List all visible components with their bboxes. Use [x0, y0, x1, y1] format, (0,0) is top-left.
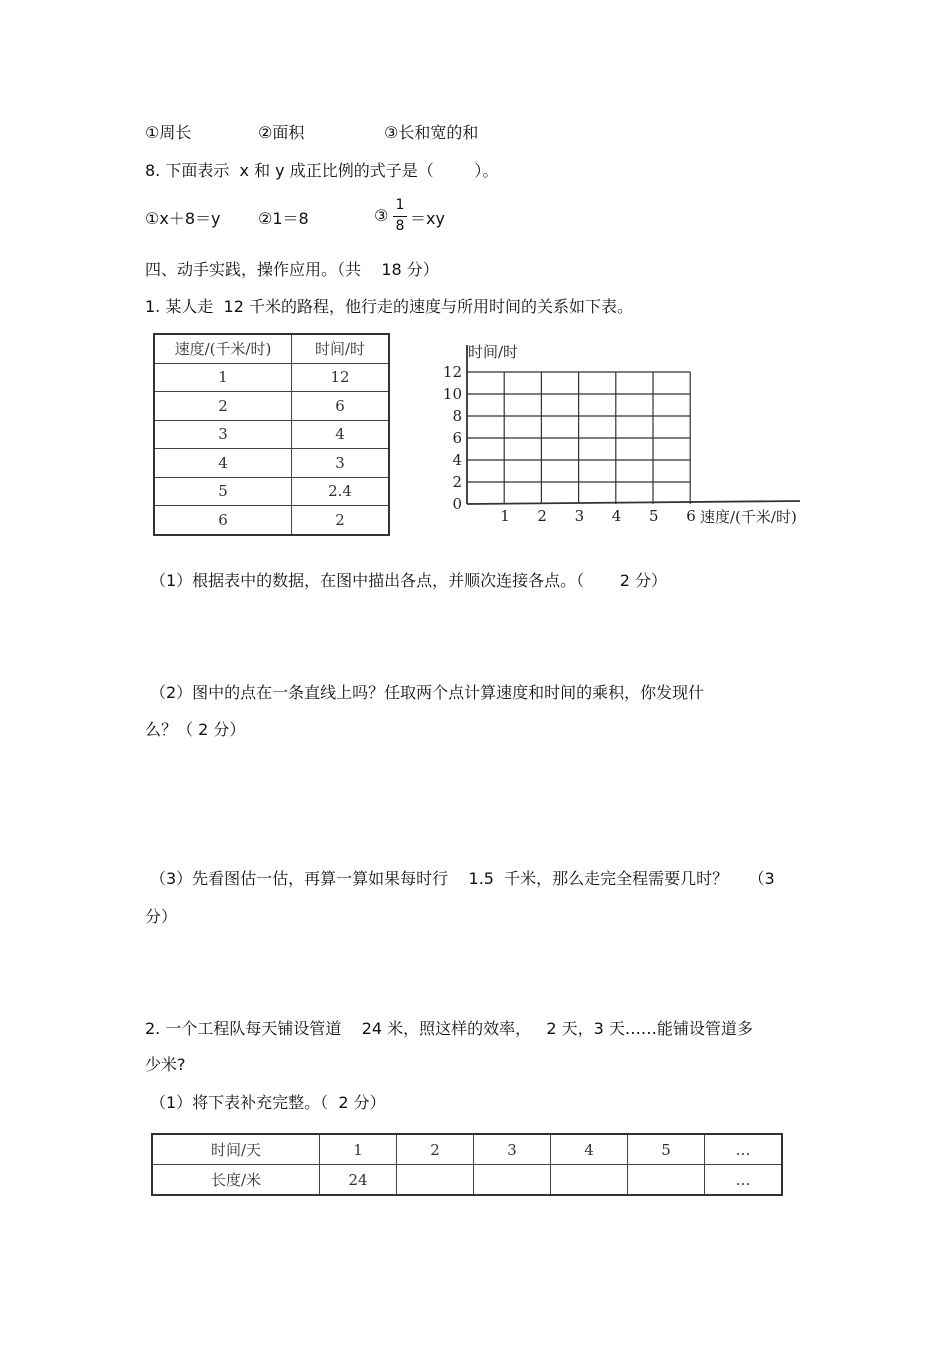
section-4-heading: 四、动手实践，操作应用。（共 18 分）	[145, 260, 439, 279]
q8-option-1: ①x＋8＝y	[145, 209, 221, 228]
table-cell: 6	[154, 506, 292, 535]
table-cell: 2.4	[292, 477, 390, 506]
q7-option-3: ③长和宽的和	[384, 123, 479, 142]
chart-y-axis-label: 时间/时	[468, 343, 519, 361]
problem-1-stem: 1. 某人走 12 千米的路程，他行走的速度与所用时间的关系如下表。	[145, 297, 633, 316]
table-cell: 6	[292, 392, 390, 421]
chart-x-tick-label: 5	[649, 507, 659, 525]
table-row	[154, 363, 389, 392]
chart-y-tick-label: 0	[452, 495, 462, 513]
table-row	[154, 477, 389, 506]
table-cell-blank[interactable]	[397, 1165, 474, 1196]
table-row	[152, 1165, 782, 1196]
q7-option-1: ①周长	[145, 123, 192, 142]
chart-x-tick-label: 2	[537, 507, 547, 525]
table-row	[154, 449, 389, 478]
table-cell: 2	[292, 506, 390, 535]
problem-1-question-3-line-2: 分）	[145, 907, 178, 926]
q8-stem: 8. 下面表示 x 和 y 成正比例的式子是（ ）。	[145, 161, 499, 180]
chart-x-tick-label: 1	[500, 507, 510, 525]
chart-y-tick-label: 4	[452, 451, 462, 469]
table-cell: 3	[292, 449, 390, 478]
table-row-label-length: 长度/米	[152, 1165, 320, 1196]
table-cell: 4	[154, 449, 292, 478]
table-cell: 5	[628, 1134, 705, 1165]
problem-1-question-2-line-1: （2）图中的点在一条直线上吗？任取两个点计算速度和时间的乘积，你发现什	[150, 683, 705, 702]
table-header-speed: 速度/(千米/时)	[154, 334, 292, 363]
table-cell-blank[interactable]	[551, 1165, 628, 1196]
table-cell: 2	[397, 1134, 474, 1165]
q7-option-2: ②面积	[258, 123, 305, 142]
speed-time-table	[153, 333, 390, 536]
chart-y-tick-label: 12	[442, 363, 462, 381]
chart-y-tick-label: 8	[452, 407, 462, 425]
table-cell: 4	[292, 420, 390, 449]
chart-y-tick-label: 6	[452, 429, 462, 447]
table-cell: 2	[154, 392, 292, 421]
table-cell: 1	[154, 363, 292, 392]
table-cell: 12	[292, 363, 390, 392]
chart-x-tick-label: 4	[611, 507, 622, 525]
q8-option-3-suffix: ＝xy	[410, 209, 445, 228]
problem-1-question-1: （1）根据表中的数据，在图中描出各点，并顺次连接各点。（ 2 分）	[150, 571, 668, 590]
q8-fraction-numerator: 1	[395, 197, 405, 213]
table-cell: 5	[154, 477, 292, 506]
problem-1-question-3-line-1: （3）先看图估一估，再算一算如果每时行 1.5 千米，那么走完全程需要几时？ （3	[150, 869, 775, 888]
problem-2-stem-line-1: 2. 一个工程队每天铺设管道 24 米，照这样的效率， 2 天，3 天……能铺设管道多	[145, 1019, 753, 1038]
table-row	[154, 392, 389, 421]
problem-2-stem-line-2: 少米?	[145, 1055, 186, 1074]
chart-x-tick-label: 3	[574, 507, 585, 525]
problem-1-question-2-line-2: 么？（ 2 分）	[145, 720, 246, 739]
table-cell-blank[interactable]	[628, 1165, 705, 1196]
table-row	[152, 1134, 782, 1165]
table-row-label-time: 时间/天	[152, 1134, 320, 1165]
chart-x-tick-label: 6	[686, 507, 696, 525]
table-header-time: 时间/时	[292, 334, 390, 363]
table-row	[154, 420, 389, 449]
q8-option-3-prefix: ③	[374, 206, 389, 225]
table-cell: 4	[551, 1134, 628, 1165]
table-cell: …	[705, 1165, 783, 1196]
fraction-bar	[393, 216, 407, 217]
table-cell: 24	[320, 1165, 397, 1196]
table-cell: 3	[154, 420, 292, 449]
chart-x-axis-label: 速度/(千米/时)	[700, 508, 797, 526]
table-header-row	[154, 334, 389, 363]
table-cell: …	[705, 1134, 783, 1165]
table-cell: 3	[474, 1134, 551, 1165]
q8-option-2: ②1＝8	[258, 209, 309, 228]
speed-time-grid-chart	[430, 335, 840, 535]
q8-fraction-denominator: 8	[395, 218, 405, 234]
problem-2-question-1: （1）将下表补充完整。（ 2 分）	[150, 1093, 386, 1112]
chart-x-axis	[467, 501, 800, 504]
table-row	[154, 506, 389, 535]
pipe-length-table	[151, 1133, 783, 1196]
table-cell-blank[interactable]	[474, 1165, 551, 1196]
chart-y-tick-label: 2	[452, 473, 462, 491]
chart-y-tick-label: 10	[442, 385, 462, 403]
table-cell: 1	[320, 1134, 397, 1165]
